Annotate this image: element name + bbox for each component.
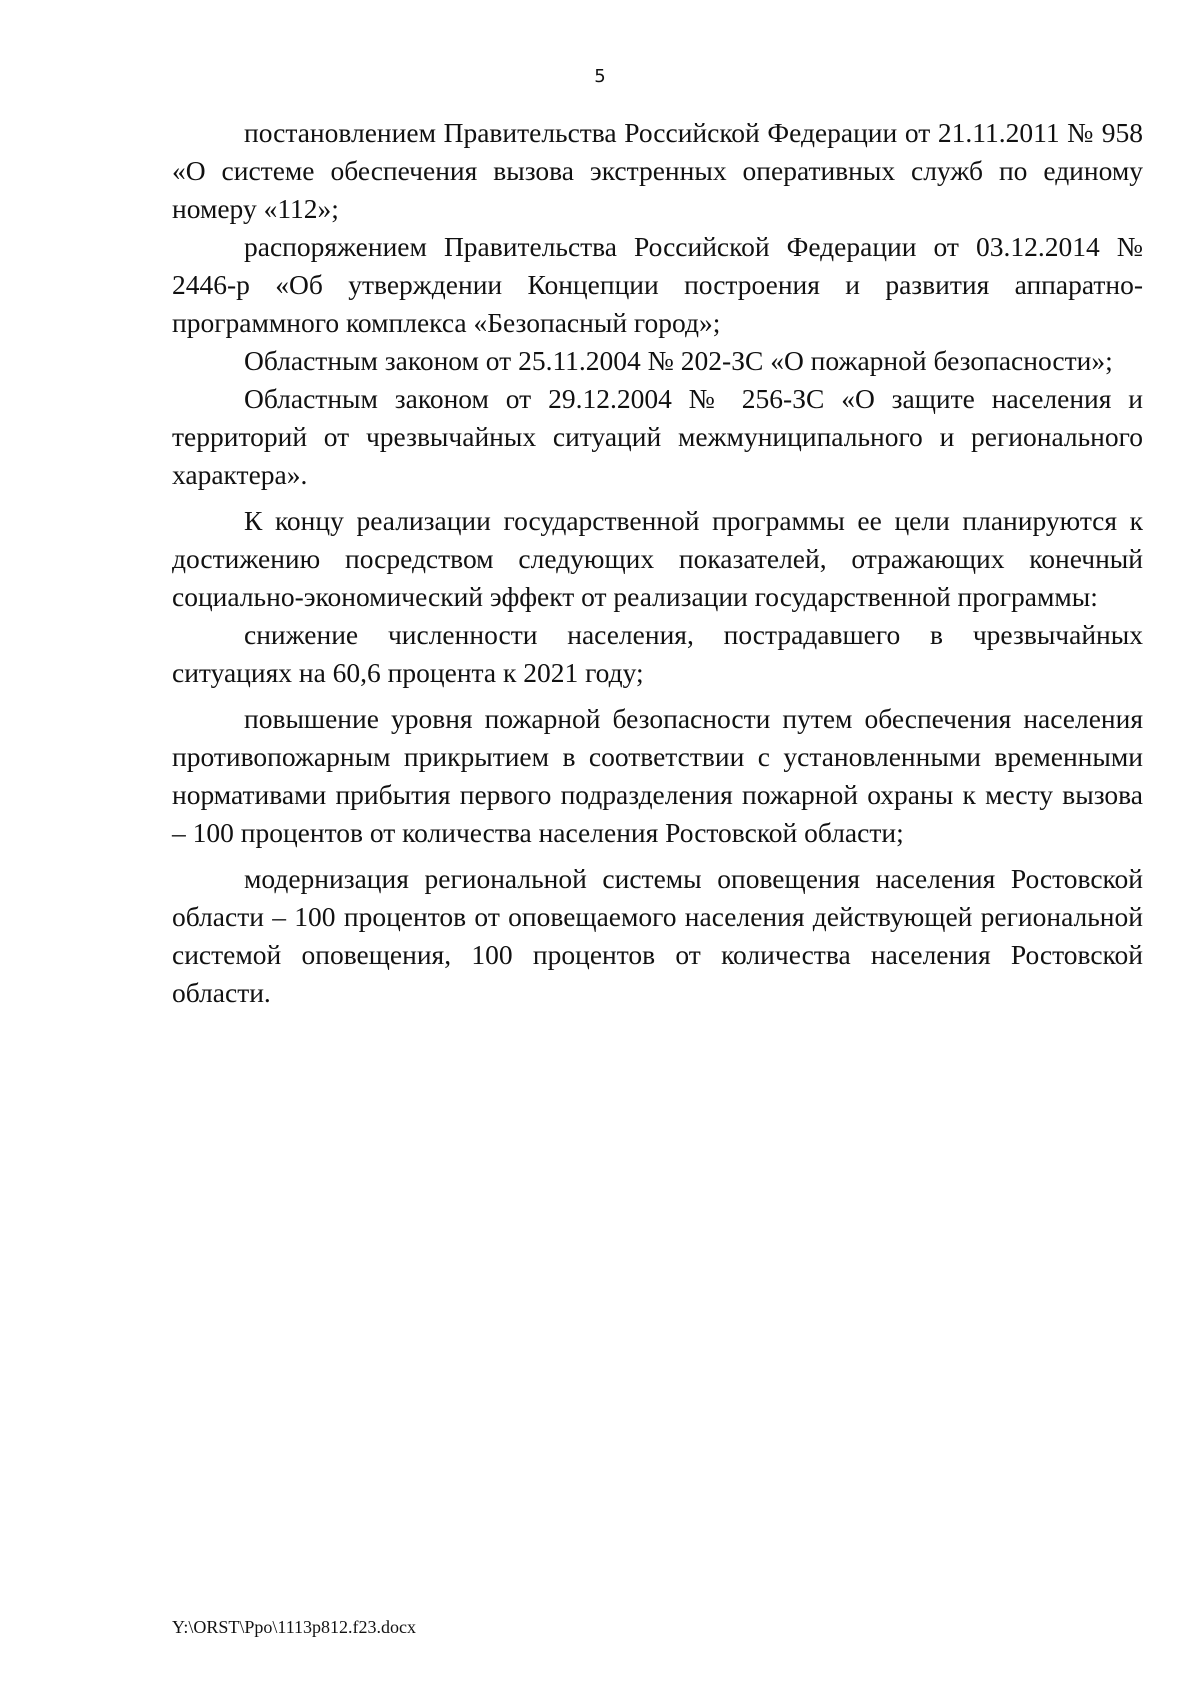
paragraph-decree-112: постановлением Правительства Российской Федерации от 21.11.2011 № 958 «О системе обеспечения вызова экстренных оперативных служб по единому номеру «112»;	[172, 117, 1143, 224]
document-body	[172, 114, 1143, 1012]
paragraph-indicator-warning-system: модернизация региональной системы оповещения населения Ростовской области – 100 процентов от оповещаемого населения действующей региональной системой оповещения, 100 процентов от количества населения Ростовской области.	[172, 863, 1143, 1008]
paragraph-program-goals: К концу реализации государственной программы ее цели планируются к достижению посредством следующих показателей, отражающих конечный социально-экономический эффект от реализации государственной программы:	[172, 505, 1143, 612]
page-number: 5	[594, 66, 606, 87]
file-path-footer: Y:\ORST\Ppo\1113p812.f23.docx	[172, 1617, 417, 1637]
paragraph-order-safe-city: распоряжением Правительства Российской Федерации от 03.12.2014 № 2446-р «Об утверждении Концепции построения и развития аппаратно-программного комплекса «Безопасный город»;	[172, 231, 1143, 338]
paragraph-indicator-victims: снижение численности населения, пострадавшего в чрезвычайных ситуациях на 60,6 процента к 2021 году;	[172, 619, 1143, 688]
paragraph-fire-safety-law: Областным законом от 25.11.2004 № 202-ЗС «О пожарной безопасности»;	[244, 345, 1113, 376]
paragraph-indicator-fire-coverage: повышение уровня пожарной безопасности путем обеспечения населения противопожарным прикрытием в соответствии с установленными временными нормативами прибытия первого подразделения пожарной охраны к месту вызова – 100 процентов от количества населения Ростовской области;	[172, 703, 1143, 848]
paragraph-emergency-protection-law: Областным законом от 29.12.2004 № 256-ЗС «О защите населения и территорий от чрезвычайных ситуаций межмуниципального и регионального характера».	[172, 383, 1143, 490]
